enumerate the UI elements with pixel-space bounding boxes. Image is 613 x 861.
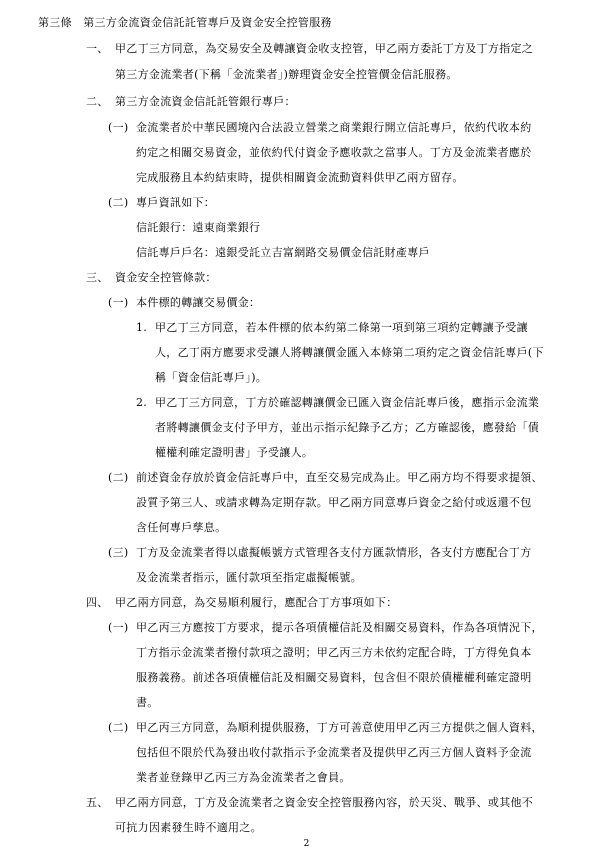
section-two-item2-title: 專戶資訊如下： <box>136 196 216 209</box>
section-four-item2-marker: (二) <box>108 721 129 734</box>
section-four-item1-line: 書。 <box>136 696 159 709</box>
section-five-line: 甲乙兩方同意，丁方及金流業者之資金安全控管服務內容，於天災、戰爭、或其他不 <box>115 796 534 809</box>
section-three-item2-line: 前述資金存放於資金信託專戶中，直至交易完成為止。甲乙兩方均不得要求提領、 <box>136 471 543 484</box>
section-three-item2-marker: (二) <box>108 471 129 484</box>
section-four-item2-line: 甲乙丙三方同意，為順利提供服務，丁方可善意使用甲乙丙三方提供之個人資料， <box>136 721 543 734</box>
section-five-marker: 五、 <box>86 796 109 809</box>
section-four-item2-line: 包括但不限於代為發出收付款指示予金流業者及提供甲乙丙三方個人資料予金流 <box>136 746 532 759</box>
section-two-marker: 二、 <box>86 95 109 108</box>
section-two-item1-line: 完成服務且本約結束時，提供相關資金流動資料供甲乙兩方留存。 <box>136 171 464 184</box>
section-five-line: 可抗力因素發生時不適用之。 <box>115 821 262 834</box>
section-three-item2-line: 設質予第三人、或請求轉為定期存款。甲乙兩方同意專戶資金之給付或返還不包 <box>136 496 532 509</box>
section-four-item1-line: 丁方指示金流業者撥付款項之證明；甲乙丙三方未依約定配合時，丁方得免負本 <box>136 646 532 659</box>
section-one-marker: 一、 <box>86 42 109 55</box>
section-four-item1-marker: (一) <box>108 621 129 634</box>
section-three-item1-marker: (一) <box>108 296 129 309</box>
section-one-line: 甲乙丁三方同意，為交易安全及轉讓資金收支控管，甲乙兩方委託丁方及丁方指定之 <box>115 42 534 55</box>
sub2-marker: 2. <box>136 396 148 409</box>
section-four-title: 甲乙兩方同意，為交易順利履行，應配合丁方事項如下： <box>115 596 398 609</box>
section-four-item1-line: 服務義務。前述各項債權信託及相關交易資料，包含但不限於債權權利確定證明 <box>136 671 532 684</box>
section-four-marker: 四、 <box>86 596 109 609</box>
section-one-line: 第三方金流業者(下稱「金流業者」)辦理資金安全控管價金信託服務。 <box>115 68 458 81</box>
trust-account-name: 信託專戶戶名：遠銀受託立吉富網路交易價金信託財產專戶 <box>136 246 430 259</box>
section-two-title: 第三方金流資金信託託管銀行專戶： <box>115 95 296 108</box>
sub1-line: 甲乙丁三方同意，若本件標的依本約第二條第一項到第三項約定轉讓予受讓 <box>155 321 528 334</box>
section-two-item2-marker: (二) <box>108 196 129 209</box>
page-number: 2 <box>303 839 310 849</box>
trust-bank: 信託銀行：遠東商業銀行 <box>136 221 261 234</box>
section-three-item3-line: 丁方及金流業者得以虛擬帳號方式管理各支付方匯款情形，各支付方應配合丁方 <box>136 546 532 559</box>
section-three-marker: 三、 <box>86 271 109 284</box>
sub2-line: 甲乙丁三方同意，丁方於確認轉讓價金已匯入資金信託專戶後，應指示金流業 <box>155 396 540 409</box>
sub1-marker: 1. <box>136 321 148 334</box>
section-three-item3-line: 及金流業者指示，匯付款項至指定虛擬帳號。 <box>136 571 362 584</box>
article-heading: 第三條 第三方金流資金信託託管專戶及資金安全控管服務 <box>38 16 332 29</box>
sub1-line: 稱「資金信託專戶」)。 <box>155 371 268 384</box>
section-three-title: 資金安全控管條款： <box>115 271 217 284</box>
section-two-item1-line: 金流業者於中華民國境內合法設立營業之商業銀行開立信託專戶，依約代收本約 <box>136 121 532 134</box>
section-two-item1-line: 約定之相關交易資金，並依約代付資金予應收款之當事人。丁方及金流業者應於 <box>136 146 532 159</box>
section-three-item3-marker: (三) <box>108 546 129 559</box>
sub1-line: 人，乙丁兩方應要求受讓人將轉讓價金匯入本條第二項約定之資金信託專戶(下 <box>155 346 544 359</box>
section-three-item1-title: 本件標的轉讓交易價金： <box>136 296 261 309</box>
sub2-line: 權權利確定證明書」予受讓人。 <box>155 446 314 459</box>
section-two-item1-marker: (一) <box>108 121 129 134</box>
sub2-line: 者將轉讓價金支付予甲方，並出示指示紀錄予乙方；乙方確認後，應發給「債 <box>155 421 540 434</box>
section-four-item2-line: 業者並登錄甲乙丙三方為金流業者之會員。 <box>136 771 351 784</box>
section-three-item2-line: 含任何專戶孳息。 <box>136 521 227 534</box>
section-four-item1-line: 甲乙丙三方應按丁方要求，提示各項債權信託及相關交易資料，作為各項情況下， <box>136 621 543 634</box>
